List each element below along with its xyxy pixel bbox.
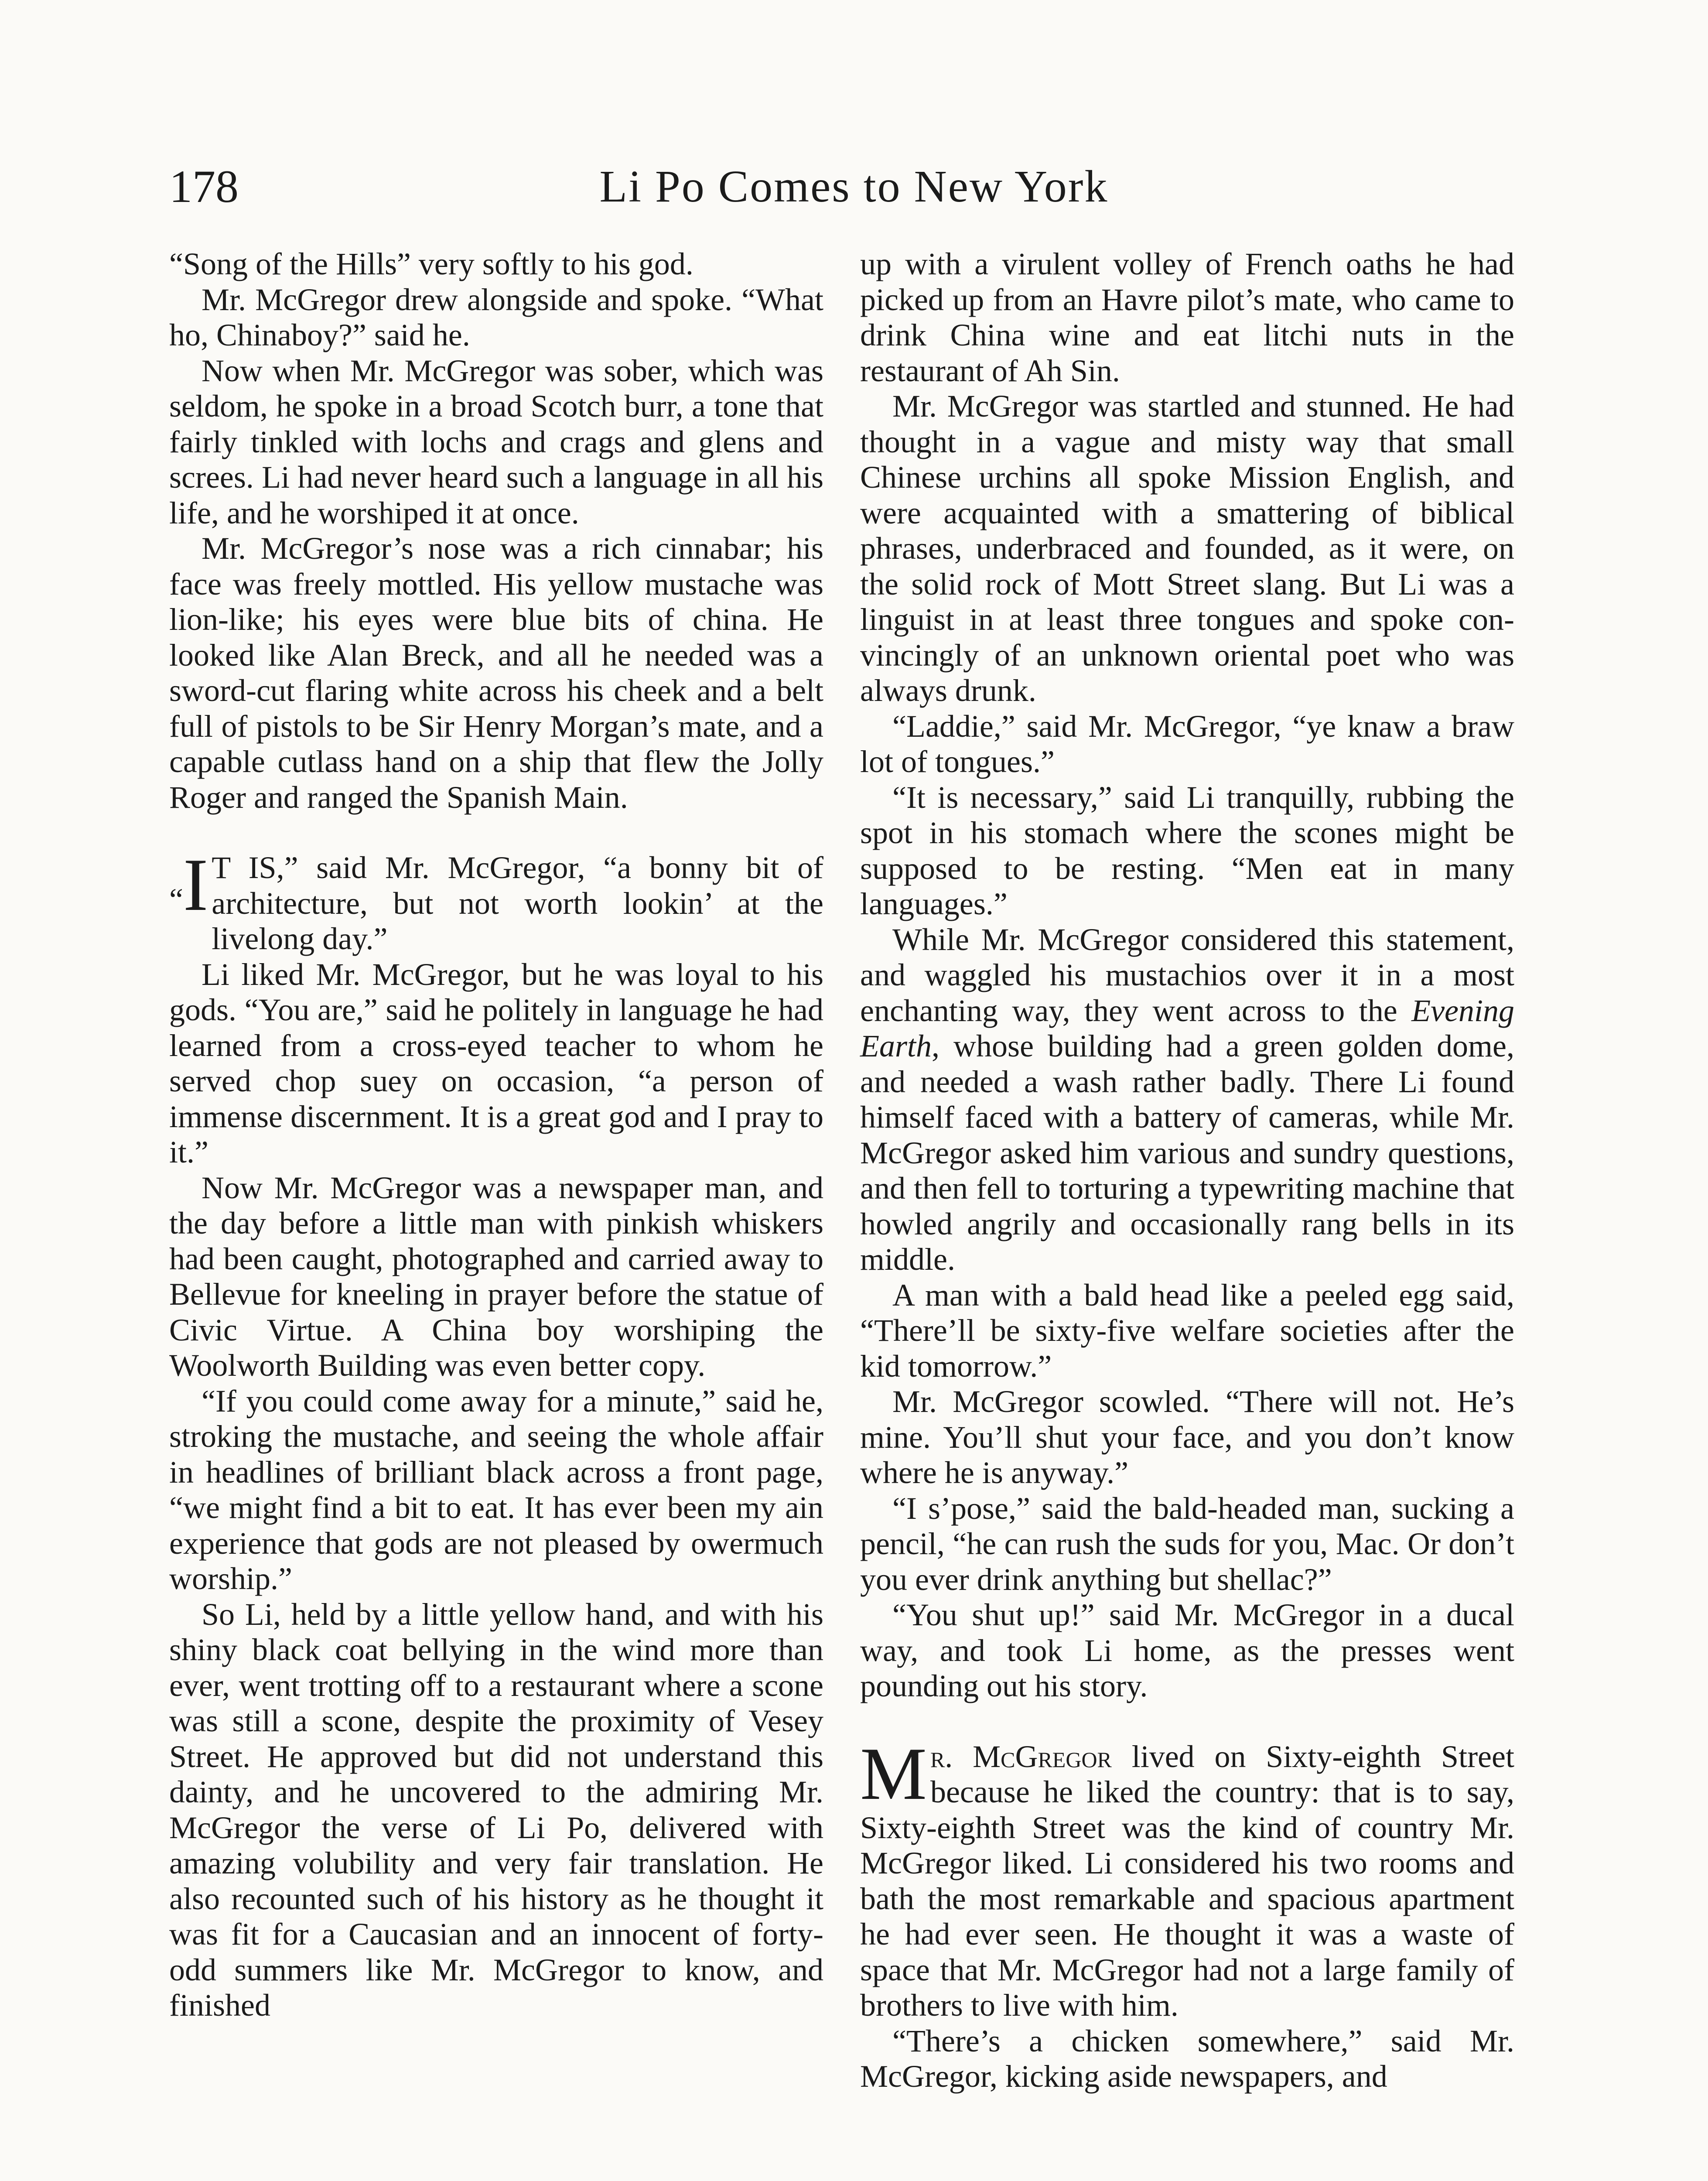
paragraph: “Laddie,” said Mr. McGregor, “ye knaw a braw lot of tongues.”	[860, 708, 1514, 779]
paragraph: Now Mr. McGregor was a newspaper man, and the day before a little man with pinkish whiskers had been caught, photographed and carried away to Bellevue for kneeling in prayer before the statue of Civic Virtue. A China boy worshiping the Woolworth Building was even better copy.	[169, 1170, 823, 1383]
paragraph: “It is necessary,” said Li tranquilly, rubbing the spot in his stomach where the scones might be supposed to be resting. “Men eat in many languages.”	[860, 779, 1514, 921]
paragraph: “Song of the Hills” very softly to his god.	[169, 246, 693, 281]
section-start-paragraph	[860, 1732, 1514, 2024]
page-number: 178	[169, 161, 239, 212]
paragraph-text: lived on Sixty-eighth Street because he liked the country: that is to say, Sixty-eighth Street was the kind of country Mr. McGregor liked. Li considered his two rooms and bath the most remarkable and spacious apartment he had ever seen. He thought it was a waste of space that Mr. McGregor had not a large family of brothers to live with him.	[860, 1739, 1514, 2023]
paragraph-text: T IS,” said Mr. McGregor, “a bonny bit of architecture, but not worth lookin’ at the livelong day.”	[212, 850, 823, 956]
newspaper-name: Evening Earth	[860, 993, 1514, 1063]
paragraph: Li liked Mr. McGregor, but he was loyal to his gods. “You are,” said he politely in language he had learned from a cross-eyed teacher to whom he served chop suey on occasion, “a person of immense discernment. It is a great god and I pray to it.”	[169, 957, 823, 1169]
paragraph: “There’s a chicken somewhere,” said Mr. McGregor, kicking aside newspapers, and	[860, 2023, 1514, 2094]
drop-cap: M	[860, 1732, 927, 1815]
drop-cap	[169, 844, 208, 930]
running-title: Li Po Comes to New York	[599, 161, 1109, 212]
paragraph: “I s’pose,” said the bald-headed man, sucking a pencil, “he can rush the suds for you, Mac. Or don’t you ever drink anything but shellac?”	[860, 1490, 1514, 1597]
paragraph: Mr. McGregor’s nose was a rich cinnabar; his face was freely mottled. His yellow mustache was lion-like; his eyes were blue bits of china. He looked like Alan Breck, and all he needed was a sword-cut flaring white across his cheek and a belt full of pistols to be Sir Henry Morgan’s mate, and a capable cutlass hand on a ship that flew the Jolly Roger and ranged the Spanish Main.	[169, 531, 823, 815]
paragraph: A man with a bald head like a peeled egg said, “There’ll be sixty-five welfare societies after the kid tomorrow.”	[860, 1277, 1514, 1384]
page-header	[169, 161, 1539, 230]
opening-quote: “	[169, 882, 183, 917]
paragraph-text: While Mr. McGregor considered this statement, and waggled his mustachios over it in a most enchanting way, they went across to the	[860, 922, 1514, 1028]
paragraph: “You shut up!” said Mr. McGregor in a ducal way, and took Li home, as the presses went pounding out his story.	[860, 1597, 1514, 1703]
paragraph: So Li, held by a little yellow hand, and with his shiny black coat bellying in the wind more than ever, went trotting off to a restaurant where a scone was still a scone, despite the proximity of Vesey Street. He approved but did not understand this dainty, and he uncovered to the admiring Mr. McGregor the verse of Li Po, delivered with amazing volubility and very fair translation. He also recounted such of his history as he thought it was fit for a Caucasian and an innocent of forty-odd summers like Mr. McGregor to know, and finished	[169, 1596, 823, 2023]
paragraph: Mr. McGregor scowled. “There will not. He’s mine. You’ll shut your face, and you don’t know where he is anyway.”	[860, 1384, 1514, 1490]
paragraph: Mr. McGregor drew alongside and spoke. “What ho, Chinaboy?” said he.	[169, 282, 823, 352]
paragraph: Now when Mr. McGregor was sober, which was seldom, he spoke in a broad Scotch burr, a tone that fairly tinkled with lochs and crags and glens and screes. Li had never heard such a language in all his life, and he worshiped it at once.	[169, 353, 823, 530]
left-column	[169, 246, 823, 2024]
small-caps-lead: r. McGregor	[930, 1739, 1112, 1774]
paragraph: up with a virulent volley of French oaths he had picked up from an Havre pilot’s mate, who came to drink China wine and eat litchi nuts in the restaurant of Ah Sin.	[860, 246, 1514, 388]
drop-cap-letter: I	[183, 844, 208, 926]
paragraph-text: , whose building had a green golden dome, and needed a wash rather badly. There Li found himself faced with a battery of cameras, while Mr. McGregor asked him various and sundry questions, and then fell to torturing a typewriting machine that howled angrily and occasionally rang bells in its middle.	[860, 1029, 1514, 1277]
paragraph: “If you could come away for a minute,” said he, stroking the mustache, and seeing the whole affair in headlines of brilliant black across a front page, “we might find a bit to eat. It has ever been my ain experience that gods are not pleased by owermuch worship.”	[169, 1383, 823, 1596]
right-column	[860, 246, 1514, 2095]
section-start-paragraph	[169, 844, 823, 957]
paragraph	[860, 922, 1514, 1278]
paragraph: Mr. McGregor was startled and stunned. He had thought in a vague and misty way that small Chinese urchins all spoke Mission English, and were acquainted with a smattering of biblical phrases, underbraced and founded, as it were, on the solid rock of Mott Street slang. But Li was a linguist in at least three tongues and spoke convincingly of an unknown oriental poet who was always drunk.	[860, 389, 1514, 708]
